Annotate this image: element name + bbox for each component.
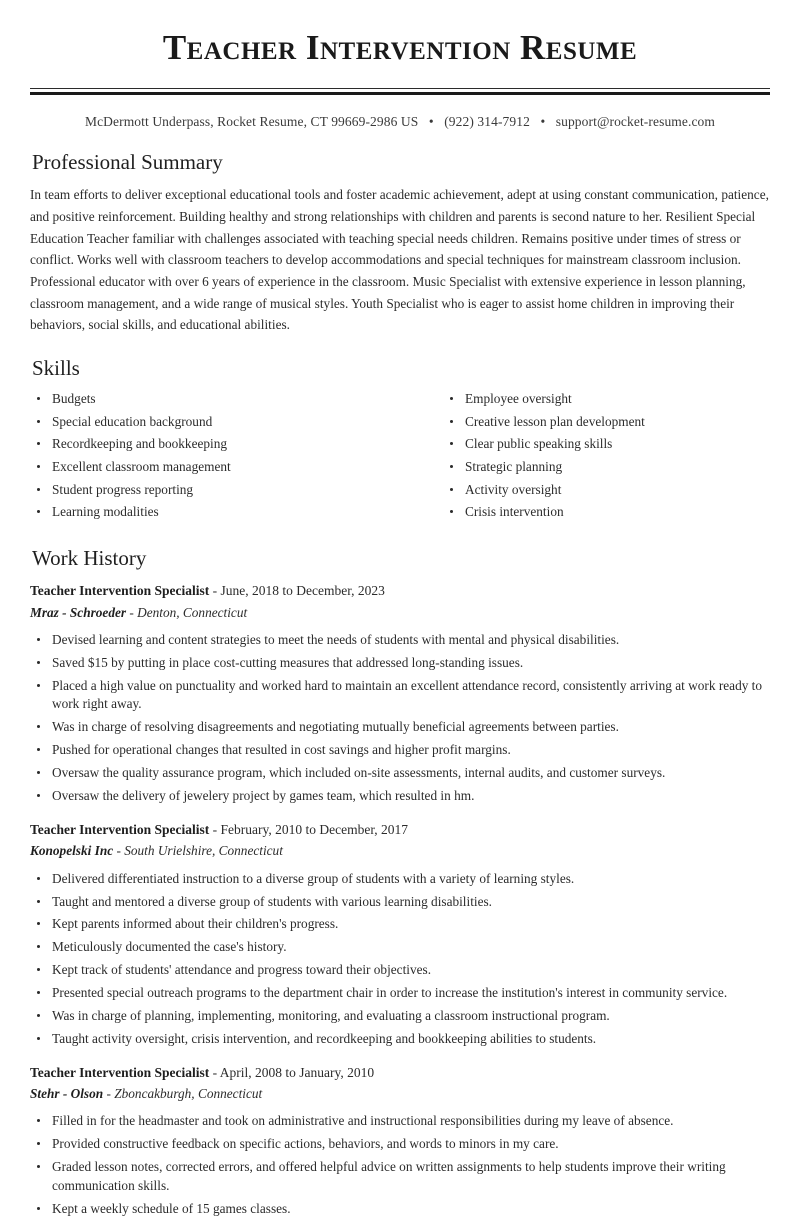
list-item: Clear public speaking skills — [443, 435, 770, 453]
job-title: Teacher Intervention Specialist — [30, 821, 210, 837]
job-bullet-list — [30, 631, 770, 806]
list-item: Filled in for the headmaster and took on administrative and instructional responsibilities during my leave of absence. — [30, 1112, 770, 1131]
summary-text: In team efforts to deliver exceptional educational tools and foster academic achievement, adept at using constant communication, patience, and positive reinforcement. Building healthy and strong relationships with children and parents is second nature to her. Resilient Special Education Teacher familiar with challenges associated with teaching special needs children. Remains positive under times of stress or conflict. Works well with classroom teachers to develop accommodations and special techniques for mainstream classroom inclusion. Professional educator with over 6 years of experience in the classroom. Music Specialist with extensive experience in lesson planning, classroom management, and a wide range of musical styles. Youth Specialist who is eager to assist home children in improving their behaviors, social skills, and educational abilities. — [30, 187, 769, 333]
job-title: Teacher Intervention Specialist — [30, 582, 210, 598]
job-dates: June, 2018 to December, 2023 — [220, 582, 385, 598]
work-history-heading: Work History — [32, 545, 147, 570]
list-item: Employee oversight — [443, 390, 770, 408]
job-company-separator: - — [113, 843, 125, 859]
list-item: Special education background — [30, 413, 400, 431]
list-item: Meticulously documented the case's history. — [30, 938, 770, 957]
skills-list-left — [30, 390, 400, 521]
contact-phone: (922) 314-7912 — [444, 114, 530, 130]
list-item: Placed a high value on punctuality and worked hard to maintain an excellent attendance record, consistently arriving at work ready to work right away. — [30, 677, 770, 715]
job-title-separator: - — [209, 1064, 220, 1080]
job-location: Denton, Connecticut — [137, 604, 248, 620]
list-item: Presented special outreach programs to the department chair in order to increase the institution's interest in community service. — [30, 984, 770, 1003]
list-item: Student progress reporting — [30, 481, 400, 499]
list-item: Excellent classroom management — [30, 458, 400, 476]
skills-columns — [30, 390, 770, 525]
section-professional-summary — [30, 150, 770, 336]
skills-list-right — [443, 390, 770, 521]
job-company-separator: - — [103, 1086, 115, 1102]
list-item: Devised learning and content strategies to meet the needs of students with mental and physical disabilities. — [30, 631, 770, 650]
list-item: Activity oversight — [443, 481, 770, 499]
list-item: Recordkeeping and bookkeeping — [30, 435, 400, 453]
contact-separator-1: • — [428, 114, 434, 130]
list-item: Oversaw the quality assurance program, which included on-site assessments, internal audits, and customer surveys. — [30, 764, 770, 783]
job-title-row — [30, 820, 770, 840]
list-item: Graded lesson notes, corrected errors, and offered helpful advice on written assignments to help students improve their writing communication skills. — [30, 1158, 770, 1196]
list-item: Kept a weekly schedule of 15 games classes. — [30, 1200, 770, 1219]
job-company: Konopelski Inc — [30, 843, 114, 859]
job-title-row — [30, 1063, 770, 1083]
divider-thick-line — [30, 92, 770, 95]
job-title: Teacher Intervention Specialist — [30, 1064, 210, 1080]
resume-title: Teacher Intervention Resume — [162, 28, 638, 67]
list-item: Strategic planning — [443, 458, 770, 476]
list-item: Provided constructive feedback on specific actions, behaviors, and words to minors in my care. — [30, 1135, 770, 1154]
list-item: Delivered differentiated instruction to a diverse group of students with a variety of learning styles. — [30, 870, 770, 889]
job-company-separator: - — [126, 604, 138, 620]
list-item: Crisis intervention — [443, 503, 770, 521]
job-location: Zboncakburgh, Connecticut — [114, 1086, 263, 1102]
job-title-row — [30, 581, 770, 601]
job-company-row — [30, 1084, 770, 1103]
header-divider — [30, 88, 770, 95]
job-company: Mraz - Schroeder — [30, 604, 127, 620]
skills-column-right — [400, 390, 770, 525]
job-dates: April, 2008 to January, 2010 — [219, 1064, 375, 1080]
list-item: Was in charge of planning, implementing, monitoring, and evaluating a classroom instructional program. — [30, 1007, 770, 1026]
job-company-row — [30, 841, 770, 860]
job-company: Stehr - Olson — [30, 1086, 104, 1102]
section-skills — [30, 356, 770, 526]
skills-heading: Skills — [32, 356, 80, 381]
contact-line — [30, 114, 770, 130]
list-item: Saved $15 by putting in place cost-cutting measures that addressed long-standing issues. — [30, 654, 770, 673]
divider-thin-line — [30, 88, 770, 89]
list-item: Oversaw the delivery of jewelery project by games team, which resulted in hm. — [30, 787, 770, 806]
list-item: Kept track of students' attendance and progress toward their objectives. — [30, 961, 770, 980]
job-bullet-list — [30, 1112, 770, 1218]
summary-heading: Professional Summary — [32, 150, 223, 175]
list-item: Pushed for operational changes that resulted in cost savings and higher profit margins. — [30, 741, 770, 760]
list-item: Learning modalities — [30, 503, 400, 521]
job-entry — [30, 1063, 770, 1219]
job-dates: February, 2010 to December, 2017 — [220, 821, 409, 837]
skills-column-left — [30, 390, 400, 525]
list-item: Budgets — [30, 390, 400, 408]
job-bullet-list — [30, 870, 770, 1049]
job-company-row — [30, 603, 770, 622]
work-history-jobs — [30, 581, 770, 1219]
job-entry — [30, 581, 770, 806]
job-location: South Urielshire, Connecticut — [124, 843, 283, 859]
contact-email: support@rocket-resume.com — [555, 114, 716, 130]
list-item: Kept parents informed about their children's progress. — [30, 915, 770, 934]
job-title-separator: - — [209, 821, 221, 837]
section-work-history — [30, 546, 770, 1219]
list-item: Was in charge of resolving disagreements and negotiating mutually beneficial agreements between parties. — [30, 718, 770, 737]
list-item: Creative lesson plan development — [443, 413, 770, 431]
job-title-separator: - — [209, 582, 221, 598]
contact-address: McDermott Underpass, Rocket Resume, CT 99669-2986 US — [84, 114, 419, 130]
contact-separator-2: • — [540, 114, 546, 130]
list-item: Taught activity oversight, crisis intervention, and recordkeeping and bookkeeping abilities to students. — [30, 1030, 770, 1049]
list-item: Taught and mentored a diverse group of students with various learning disabilities. — [30, 893, 770, 912]
job-entry — [30, 820, 770, 1049]
